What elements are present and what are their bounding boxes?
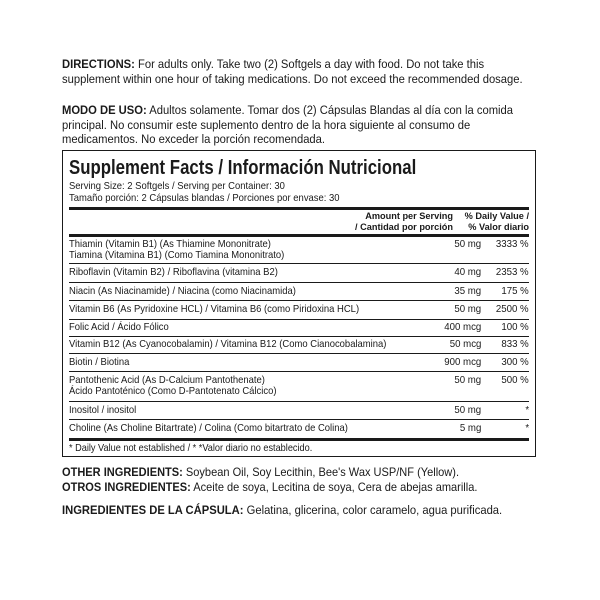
row-daily-value: 2500 % bbox=[496, 303, 529, 315]
row-amount: 400 mcg bbox=[443, 321, 481, 333]
directions-en-text: For adults only. Take two (2) Softgels a day with food. Do not take this supplement within one hour of taking medications. Do not exceed the recommended dosage. bbox=[62, 57, 523, 86]
divider bbox=[69, 300, 529, 301]
other-ingredients-section bbox=[62, 465, 538, 494]
row-daily-value: 2353 % bbox=[496, 266, 529, 278]
divider bbox=[69, 282, 529, 283]
row-name: Choline (As Choline Bitartrate) / Colina (Como bitartrato de Colina) bbox=[69, 422, 348, 434]
row-amount: 5 mg bbox=[459, 422, 481, 434]
row-daily-value: * bbox=[525, 422, 529, 434]
other-ingredients-es bbox=[62, 480, 539, 495]
divider-thick bbox=[69, 234, 529, 237]
directions-es bbox=[62, 103, 539, 147]
capsule-ingredients-text: Gelatina, glicerina, color caramelo, agua purificada. bbox=[246, 503, 503, 517]
supplement-facts-panel bbox=[62, 150, 536, 457]
row-name: Biotin / Biotina bbox=[69, 356, 130, 368]
modo-de-uso-section bbox=[62, 103, 538, 147]
other-ingredients-en-label: OTHER INGREDIENTS: bbox=[62, 465, 183, 479]
row-name-es: Tiamina (Vitamina B1) (Como Tiamina Mononitrato) bbox=[69, 249, 285, 261]
row-daily-value: 3333 % bbox=[496, 238, 529, 250]
row-amount: 50 mg bbox=[454, 374, 481, 386]
directions-en-label: DIRECTIONS: bbox=[62, 57, 135, 71]
row-daily-value: * bbox=[525, 404, 529, 416]
directions-section bbox=[62, 57, 538, 86]
row-amount: 50 mcg bbox=[449, 338, 481, 350]
other-ingredients-es-label: OTROS INGREDIENTES: bbox=[62, 479, 191, 494]
row-daily-value: 500 % bbox=[501, 374, 529, 386]
divider bbox=[69, 336, 529, 337]
row-amount: 40 mg bbox=[454, 266, 481, 278]
row-amount: 50 mg bbox=[454, 238, 481, 250]
row-amount: 35 mg bbox=[454, 285, 481, 297]
row-amount: 50 mg bbox=[454, 303, 481, 315]
capsule-ingredients-section bbox=[62, 503, 538, 518]
other-ingredients-es-text: Aceite de soya, Lecitina de soya, Cera de abejas amarilla. bbox=[193, 479, 478, 494]
row-name: Vitamin B6 (As Pyridoxine HCL) / Vitamina B6 (como Piridoxina HCL) bbox=[69, 303, 360, 315]
other-ingredients-en bbox=[62, 465, 539, 480]
divider bbox=[69, 263, 529, 264]
divider bbox=[69, 401, 529, 402]
divider bbox=[69, 353, 529, 354]
row-daily-value: 300 % bbox=[501, 356, 529, 368]
row-name: Folic Acid / Ácido Fólico bbox=[69, 321, 169, 333]
serving-size-en: Serving Size: 2 Softgels / Serving per Container: 30 bbox=[69, 180, 285, 192]
divider bbox=[69, 371, 529, 372]
row-amount: 50 mg bbox=[454, 404, 481, 416]
row-name: Thiamin (Vitamin B1) (As Thiamine Mononitrate) bbox=[69, 238, 271, 250]
row-daily-value: 175 % bbox=[501, 285, 529, 297]
divider-thick bbox=[69, 207, 529, 210]
serving-size-es: Tamaño porción: 2 Cápsulas blandas / Porciones por envase: 30 bbox=[69, 192, 340, 204]
divider-thick bbox=[69, 438, 529, 441]
row-name: Vitamin B12 (As Cyanocobalamin) / Vitamina B12 (Como Cianocobalamina) bbox=[69, 338, 387, 350]
divider bbox=[69, 419, 529, 420]
row-daily-value: 833 % bbox=[501, 338, 529, 350]
footnote: * Daily Value not established / * *Valor diario no establecido. bbox=[69, 443, 313, 454]
capsule-ingredients bbox=[62, 503, 539, 518]
directions-es-text: Adultos solamente. Tomar dos (2) Cápsulas Blandas al día con la comida principal. No consumir este suplemento dentro de la hora siguiente al consumo de medicamentos. No exceder la porción recomendada. bbox=[62, 103, 514, 146]
other-ingredients-en-text: Soybean Oil, Soy Lecithin, Bee's Wax USP/NF (Yellow). bbox=[185, 465, 460, 479]
directions-es-label: MODO DE USO: bbox=[62, 103, 147, 117]
capsule-ingredients-label: INGREDIENTES DE LA CÁPSULA: bbox=[62, 503, 244, 517]
divider bbox=[69, 319, 529, 320]
row-daily-value: 100 % bbox=[501, 321, 529, 333]
row-name: Riboflavin (Vitamin B2) / Riboflavina (vitamina B2) bbox=[69, 266, 278, 278]
header-daily-value: % Daily Value / % Valor diario bbox=[464, 211, 529, 232]
row-name: Inositol / inositol bbox=[69, 404, 137, 416]
row-name-es: Ácido Pantoténico (Como D-Pantotenato Cálcico) bbox=[69, 385, 277, 397]
row-amount: 900 mcg bbox=[443, 356, 481, 368]
row-name: Niacin (As Niacinamide) / Niacina (como Niacinamida) bbox=[69, 285, 296, 297]
header-amount: Amount per Serving / Cantidad por porción bbox=[355, 211, 453, 232]
row-name: Pantothenic Acid (As D-Calcium Pantothenate) bbox=[69, 374, 265, 386]
facts-title: Supplement Facts / Información Nutricional bbox=[69, 157, 417, 179]
directions-en bbox=[62, 57, 539, 86]
